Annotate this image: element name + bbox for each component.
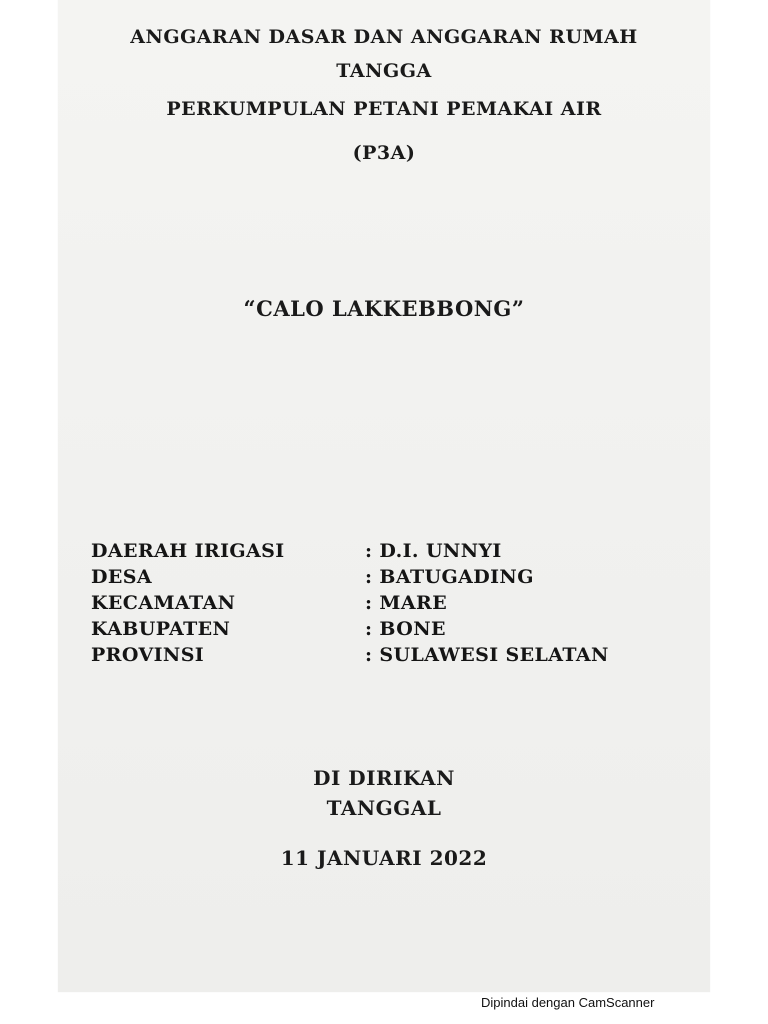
title-line-4: (P3A)	[352, 142, 416, 164]
scanner-watermark: Dipindai dengan CamScanner	[481, 995, 655, 1010]
location-details	[91, 538, 691, 668]
detail-label: KECAMATAN	[91, 592, 236, 614]
established-line-2: TANGGAL	[326, 796, 442, 820]
detail-row	[91, 590, 691, 616]
detail-row	[91, 538, 691, 564]
detail-label: KABUPATEN	[91, 618, 231, 640]
detail-value: : MARE	[365, 592, 448, 614]
title-line-2: TANGGA	[336, 60, 432, 82]
title-line-1: ANGGARAN DASAR DAN ANGGARAN RUMAH	[130, 26, 638, 48]
established-date: 11 JANUARI 2022	[280, 846, 488, 870]
detail-value: : BATUGADING	[365, 566, 534, 588]
established-line-1: DI DIRIKAN	[313, 766, 455, 790]
detail-value: : D.I. UNNYI	[365, 540, 502, 562]
detail-label: PROVINSI	[91, 644, 205, 666]
detail-row	[91, 616, 691, 642]
detail-value: : BONE	[365, 618, 446, 640]
detail-row	[91, 564, 691, 590]
detail-label: DESA	[91, 566, 153, 588]
scanned-page	[58, 0, 710, 992]
detail-row	[91, 642, 691, 668]
title-line-3: PERKUMPULAN PETANI PEMAKAI AIR	[166, 98, 602, 120]
detail-label: DAERAH IRIGASI	[91, 540, 285, 562]
group-name: “CALO LAKKEBBONG”	[243, 296, 525, 321]
detail-value: : SULAWESI SELATAN	[365, 644, 609, 666]
